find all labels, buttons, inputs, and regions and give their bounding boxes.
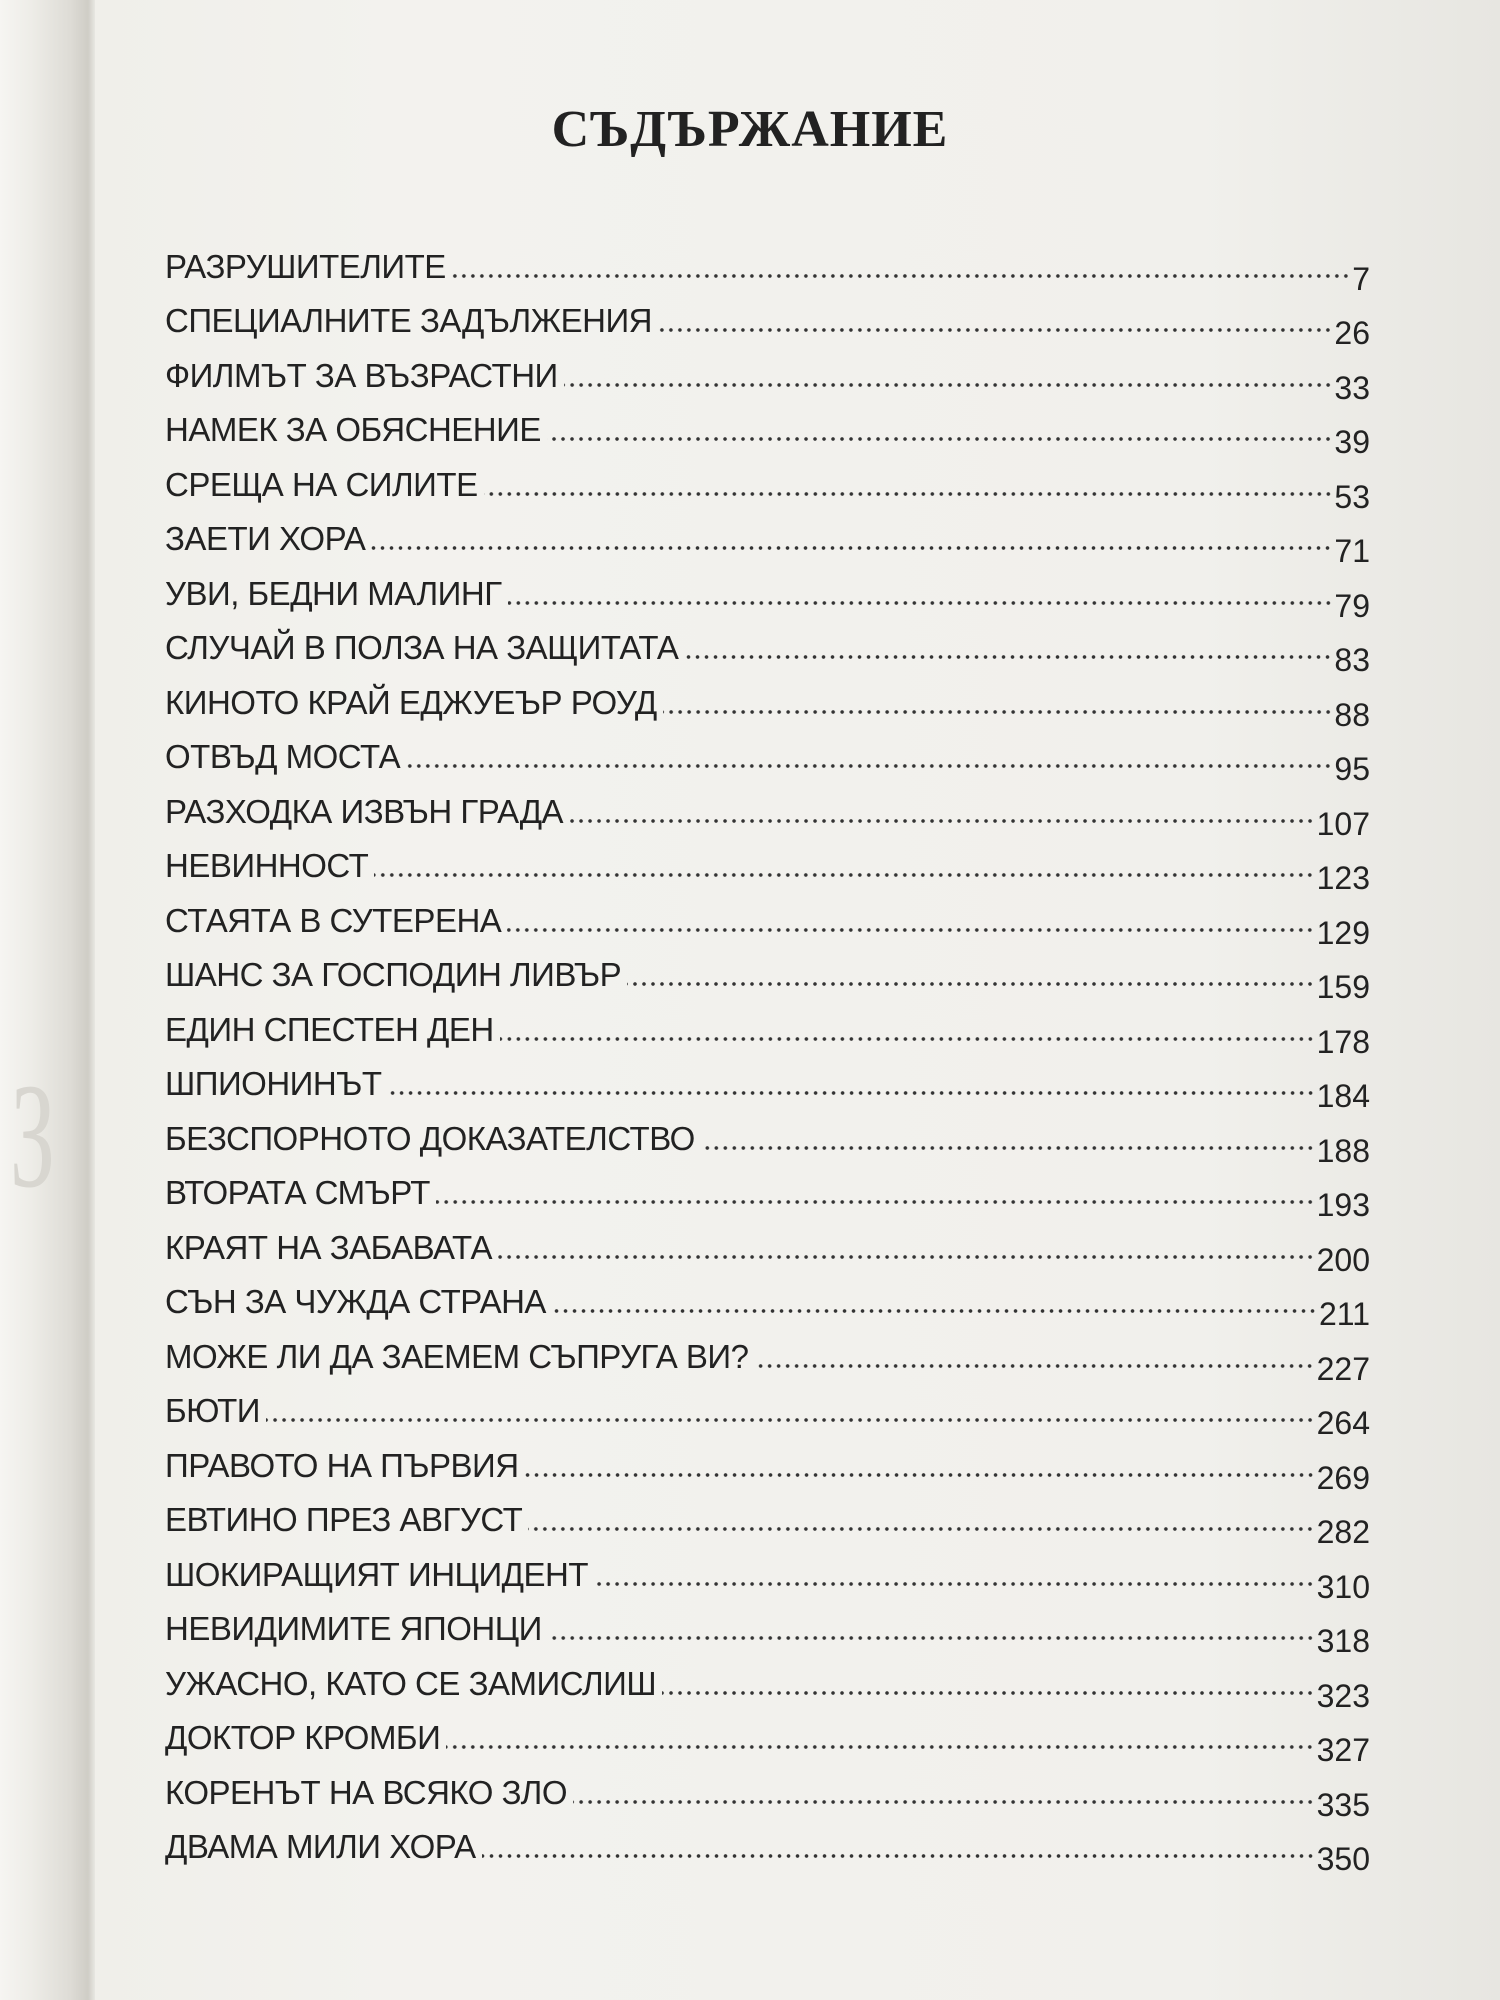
toc-entry-page-number: 193: [1316, 1187, 1370, 1223]
toc-entry-page-number: 327: [1316, 1732, 1370, 1768]
dot-leader: [662, 1690, 1315, 1696]
toc-entry-page-number: 269: [1316, 1459, 1370, 1496]
toc-entry: [165, 1155, 1370, 1223]
toc-entry: [165, 1645, 1370, 1714]
dot-leader: [500, 1036, 1315, 1042]
dot-leader: [484, 491, 1333, 497]
toc-entry-title: КРАЯТ НА ЗАБАВАТА: [165, 1228, 493, 1266]
toc-entry-title: ВТОРАТА СМЪРТ: [165, 1174, 430, 1211]
page-title: СЪДЪРЖАНИЕ: [551, 101, 949, 158]
toc-entry-page-number: 323: [1316, 1677, 1370, 1714]
toc-entry: [165, 991, 1370, 1060]
dot-leader: [446, 1744, 1314, 1750]
toc-entry: [165, 828, 1370, 896]
toc-entry: [165, 501, 1370, 569]
show-through-print: З: [10, 1053, 56, 1219]
toc-entry-page-number: 335: [1316, 1786, 1370, 1823]
toc-entry-page-number: 318: [1316, 1623, 1370, 1659]
toc-entry: [165, 1373, 1370, 1441]
toc-entry-title: ОТВЪД МОСТА: [165, 738, 401, 775]
toc-entry-page-number: 350: [1316, 1841, 1370, 1877]
dot-leader: [564, 382, 1333, 388]
dot-leader: [388, 1090, 1315, 1096]
toc-entry: [165, 1536, 1370, 1605]
toc-entry-page-number: 88: [1334, 696, 1370, 733]
toc-entry-title: ШОКИРАЩИЯТ ИНЦИДЕНТ: [165, 1555, 589, 1593]
toc-entry-page-number: 26: [1334, 315, 1370, 351]
toc-entry-page-number: 123: [1316, 860, 1370, 896]
toc-entry-title: СЪН ЗА ЧУЖДА СТРАНА: [165, 1283, 546, 1320]
toc-entry-page-number: 184: [1316, 1078, 1370, 1114]
toc-entry: [165, 1318, 1370, 1387]
dot-leader: [754, 1363, 1314, 1369]
toc-entry-page-number: 200: [1316, 1241, 1370, 1278]
dot-leader: [528, 1526, 1314, 1532]
toc-entry-page-number: 227: [1316, 1350, 1370, 1387]
toc-entry: [165, 555, 1370, 624]
toc-entry-title: ЕДИН СПЕСТЕН ДЕН: [165, 1010, 494, 1048]
dot-leader: [371, 545, 1332, 551]
dot-leader: [498, 1254, 1315, 1260]
toc-entry-page-number: 178: [1316, 1023, 1370, 1060]
toc-entry: [165, 1209, 1370, 1278]
toc-entry-page-number: 79: [1334, 587, 1370, 624]
dot-leader: [663, 709, 1333, 715]
toc-entry: [165, 1754, 1370, 1823]
toc-entry-title: БЮТИ: [165, 1392, 261, 1429]
dot-leader: [436, 1199, 1315, 1205]
toc-entry-title: НЕВИДИМИТЕ ЯПОНЦИ: [165, 1610, 542, 1647]
toc-entry-title: ДВАМА МИЛИ ХОРА: [165, 1828, 476, 1865]
toc-entry-page-number: 107: [1316, 805, 1370, 842]
dot-leader: [452, 273, 1350, 279]
toc-entry-title: УВИ, БЕДНИ МАЛИНГ: [165, 574, 502, 612]
dot-leader: [547, 436, 1333, 442]
toc-entry-page-number: 7: [1352, 260, 1370, 297]
toc-entry-page-number: 188: [1316, 1132, 1370, 1169]
toc-entry-title: МОЖЕ ЛИ ДА ЗАЕМЕМ СЪПРУГА ВИ?: [165, 1337, 749, 1375]
dot-leader: [684, 654, 1332, 660]
toc-entry-title: ФИЛМЪТ ЗА ВЪЗРАСТНИ: [165, 356, 558, 394]
toc-entry-title: СТАЯТА В СУТЕРЕНА: [165, 901, 502, 939]
dot-leader: [482, 1853, 1315, 1859]
toc-entry-title: УЖАСНО, КАТО СЕ ЗАМИСЛИШ: [165, 1664, 657, 1702]
toc-entry-title: БЕЗСПОРНОТО ДОКАЗАТЕЛСТВО: [165, 1119, 695, 1157]
dot-leader: [508, 600, 1333, 606]
toc-entry-page-number: 211: [1318, 1296, 1370, 1332]
toc-entry-title: СРЕЩА НА СИЛИТЕ: [165, 465, 478, 503]
toc-entry-title: РАЗХОДКА ИЗВЪН ГРАДА: [165, 792, 564, 830]
dot-leader: [658, 327, 1332, 333]
dot-leader: [569, 818, 1315, 824]
toc-entry-title: ШПИОНИНЪТ: [165, 1065, 382, 1102]
toc-entry: [165, 1427, 1370, 1496]
dot-leader: [573, 1799, 1315, 1805]
toc-entry-page-number: 71: [1334, 533, 1370, 569]
toc-entry-page-number: 129: [1316, 914, 1370, 951]
toc-entry-page-number: 159: [1316, 969, 1370, 1005]
dot-leader: [594, 1581, 1315, 1587]
dot-leader: [507, 927, 1314, 933]
toc-entry-title: СЛУЧАЙ В ПОЛЗА НА ЗАЩИТАТА: [165, 629, 679, 666]
toc-entry-page-number: 282: [1316, 1514, 1370, 1550]
toc-entry-page-number: 33: [1334, 369, 1370, 406]
dot-leader: [548, 1635, 1315, 1641]
toc-entry-title: ЕВТИНО ПРЕЗ АВГУСТ: [165, 1501, 523, 1538]
toc-entry: [165, 337, 1370, 406]
toc-entry-title: КОРЕНЪТ НА ВСЯКО ЗЛО: [165, 1773, 567, 1811]
book-gutter: [0, 0, 95, 2000]
toc-entry: [165, 773, 1370, 842]
toc-entry: [165, 446, 1370, 515]
toc-entry: [165, 1046, 1370, 1114]
toc-entry: [165, 283, 1370, 351]
toc-entry: [165, 1809, 1370, 1877]
toc-entry-title: НАМЕК ЗА ОБЯСНЕНИЕ: [165, 411, 541, 448]
toc-entry-title: ЗАЕТИ ХОРА: [165, 520, 366, 557]
toc-entry: [165, 392, 1370, 460]
toc-entry: [165, 1482, 1370, 1550]
toc-entry: [165, 1100, 1370, 1169]
toc-entry: [165, 1591, 1370, 1659]
toc-entry-page-number: 95: [1334, 751, 1370, 787]
dot-leader: [525, 1472, 1315, 1478]
toc-entry-page-number: 53: [1334, 478, 1370, 515]
toc-entry-title: РАЗРУШИТЕЛИТЕ: [165, 247, 446, 285]
toc-entry-title: ДОКТОР КРОМБИ: [165, 1719, 441, 1756]
toc-entry-page-number: 310: [1316, 1568, 1370, 1605]
toc-entry: [165, 719, 1370, 787]
dot-leader: [701, 1145, 1315, 1151]
dot-leader: [552, 1308, 1317, 1314]
toc-entry: [165, 1264, 1370, 1332]
dot-leader: [374, 872, 1314, 878]
toc-entry-title: ШАНС ЗА ГОСПОДИН ЛИВЪР: [165, 956, 622, 993]
dot-leader: [266, 1417, 1315, 1423]
toc-entry-title: КИНОТО КРАЙ ЕДЖУЕЪР РОУД: [165, 683, 657, 721]
toc-entry-page-number: 264: [1316, 1405, 1370, 1441]
toc-entry: [165, 664, 1370, 733]
table-of-contents: [165, 228, 1370, 1877]
toc-entry-title: НЕВИННОСТ: [165, 847, 369, 884]
toc-entry-title: ПРАВОТО НА ПЪРВИЯ: [165, 1446, 519, 1484]
toc-entry-page-number: 39: [1334, 424, 1370, 460]
toc-entry: [165, 882, 1370, 951]
toc-entry-page-number: 83: [1334, 642, 1370, 678]
toc-entry: [165, 937, 1370, 1005]
toc-entry-title: СПЕЦИАЛНИТЕ ЗАДЪЛЖЕНИЯ: [165, 302, 652, 339]
toc-entry: [165, 610, 1370, 678]
dot-leader: [406, 763, 1332, 769]
toc-entry: [165, 228, 1370, 297]
toc-entry: [165, 1700, 1370, 1768]
dot-leader: [627, 981, 1315, 987]
